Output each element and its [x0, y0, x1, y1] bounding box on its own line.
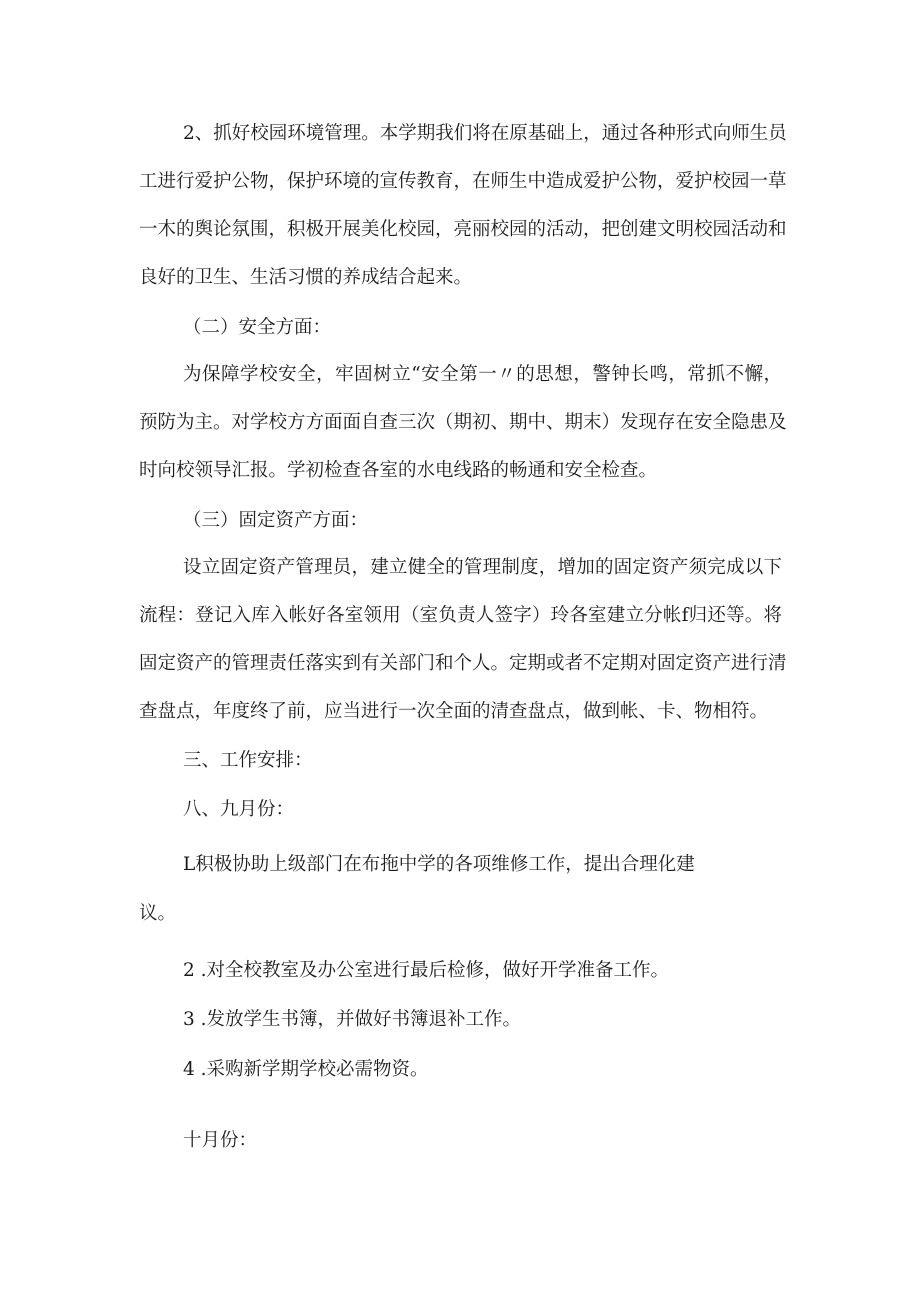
section-work-arrangement: 三、工作安排： — [183, 750, 313, 771]
item-1-line-2: 议。 — [139, 903, 177, 924]
paragraph-environment-line-3: 一木的舆论氛围，积极开展美化校园，亮丽校园的活动，把创建文明校园活动和 — [139, 219, 787, 240]
paragraph-safety-line-2: 预防为主。对学校方方面面自查三次（期初、期中、期末）发现存在安全隐患及 — [139, 412, 787, 433]
paragraph-assets-line-3: 固定资产的管理责任落实到有关部门和个人。定期或者不定期对固定资产进行清 — [139, 653, 787, 674]
item-3: 3 .发放学生书簿，并做好书簿退补工作。 — [183, 1009, 522, 1030]
month-oct: 十月份： — [183, 1130, 258, 1151]
heading-safety: （二）安全方面： — [183, 317, 332, 338]
item-4: 4 .采购新学期学校必需物资。 — [183, 1059, 429, 1080]
item-2: 2 .对全校教室及办公室进行最后检修，做好开学准备工作。 — [183, 960, 670, 981]
heading-fixed-assets: （三）固定资产方面： — [183, 510, 369, 531]
paragraph-safety-line-3: 时向校领导汇报。学初检查各室的水电线路的畅通和安全检查。 — [139, 460, 658, 481]
paragraph-environment-line-4: 良好的卫生、生活习惯的养成结合起来。 — [139, 267, 473, 288]
paragraph-assets-line-1: 设立固定资产管理员，建立健全的管理制度，增加的固定资产须完成以下 — [183, 557, 782, 578]
paragraph-assets-line-2: 流程：登记入库入帐好各室领用（室负责人签字）玲各室建立分帐f归还等。将 — [139, 605, 782, 626]
month-aug-sep: 八、九月份： — [183, 799, 295, 820]
paragraph-assets-line-4: 查盘点，年度终了前，应当进行一次全面的清查盘点，做到帐、卡、物相符。 — [139, 701, 769, 722]
item-1-line-1: L积极协助上级部门在布拖中学的各项维修工作，提出合理化建 — [183, 854, 695, 875]
paragraph-environment-line-1: 2、抓好校园环境管理。本学期我们将在原基础上，通过各种形式向师生员 — [183, 123, 787, 144]
paragraph-environment-line-2: 工进行爱护公物，保护环境的宣传教育，在师生中造成爱护公物，爱护校园一草 — [139, 171, 787, 192]
paragraph-safety-line-1: 为保障学校安全，牢固树立“安全第一〃的思想，警钟长鸣，常抓不懈， — [183, 364, 782, 385]
